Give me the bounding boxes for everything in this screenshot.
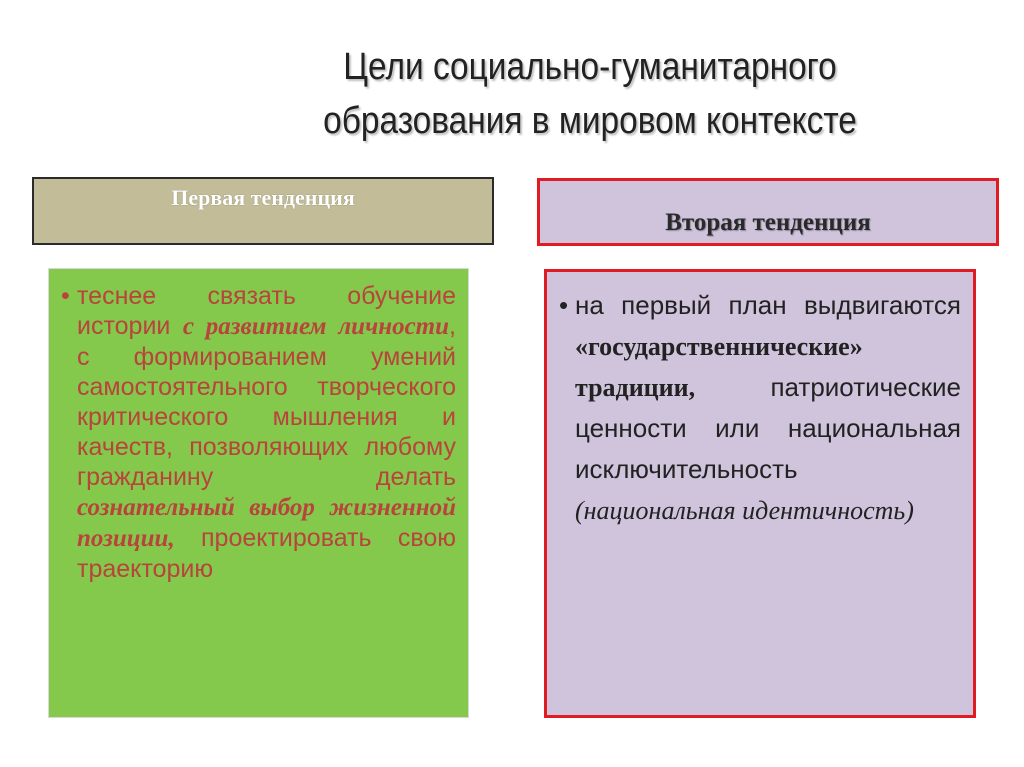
first-trend-header: [32, 177, 494, 245]
first-trend-emphasis: с развитием личности: [182, 313, 450, 340]
second-trend-text-part: патриотические ценности или национальная исключительность: [575, 372, 961, 484]
second-trend-header: [537, 178, 999, 246]
first-trend-header-label: Первая тенденция: [171, 185, 355, 210]
second-trend-emphasis: «государственнические» традиции,: [575, 332, 863, 402]
slide-title: [260, 40, 920, 148]
second-trend-content: [544, 269, 976, 718]
title-line-1: Цели социально-гуманитарного: [343, 46, 837, 88]
first-trend-text-part: теснее связать обучение истории: [77, 282, 456, 340]
first-trend-bullet-item: [61, 281, 456, 584]
first-trend-content: [48, 268, 469, 718]
second-trend-italic: (национальная идентичность): [575, 496, 914, 525]
bullet-marker: •: [559, 290, 569, 320]
first-trend-text-part: проектировать свою траекторию: [77, 524, 456, 583]
bullet-marker: •: [61, 282, 70, 310]
first-trend-text: [77, 281, 456, 584]
second-trend-header-label: Вторая тенденция: [665, 209, 871, 236]
second-trend-text-part: на первый план выдвигаются: [575, 290, 961, 320]
second-trend-bullet-item: [559, 285, 961, 531]
title-line-2: образования в мировом контексте: [323, 100, 857, 142]
first-trend-emphasis: сознательный выбор жизненной позиции,: [77, 494, 456, 552]
second-trend-text: [575, 285, 961, 531]
first-trend-text-part: , с формированием умений самостоятельного творческого критического мышления и качеств, позволяющих любому гражданину делать: [77, 312, 456, 491]
